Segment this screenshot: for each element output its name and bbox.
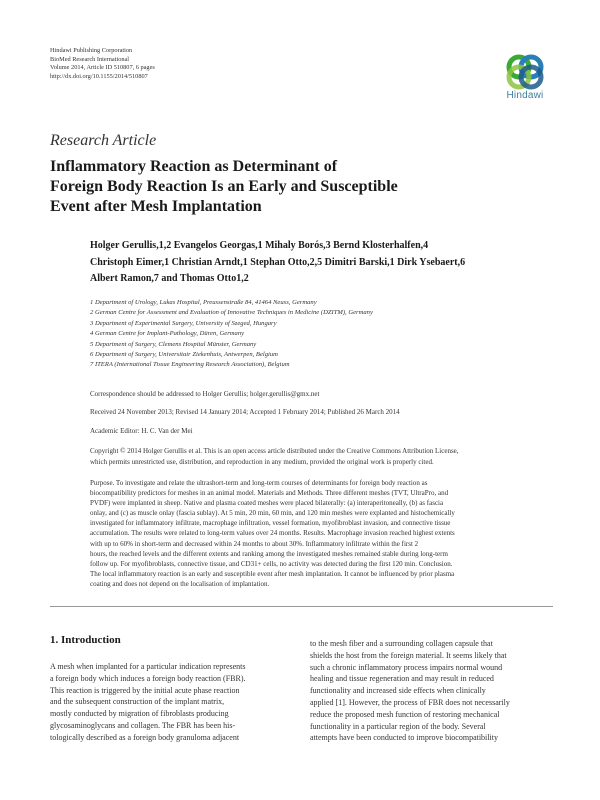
publication-info: [50, 47, 155, 81]
affiliation: 4 German Centre for Implant-Pathology, Düren, Germany: [90, 330, 245, 338]
body-line: healing and tissue regeneration and may result in reduced: [310, 674, 494, 684]
publisher-name: Hindawi Publishing Corporation: [50, 47, 133, 54]
abstract-line: biocompatibility predictors for meshes in an animal model. Materials and Methods. Three different meshes (TVT, UltraPro, and: [90, 489, 449, 498]
author-list: [90, 238, 560, 288]
abstract-line: PVDF) were implanted in sheep. Native and plasma coated meshes were placed bilaterally: (a) interaperitoneally, (b) as fascia: [90, 499, 444, 508]
body-line: functionality in a particular region of the body. Several: [310, 721, 486, 731]
abstract-line: Purpose. To investigate and relate the ultrashort-term and long-term courses of determinants for foreign body reaction as: [90, 479, 428, 487]
title-line: Event after Mesh Implantation: [50, 198, 262, 215]
body-line: functionality and increased side effects when clinically: [310, 686, 486, 696]
abstract: [90, 478, 552, 589]
affiliation-list: [90, 298, 560, 371]
author-line: Albert Ramon,7 and Thomas Otto1,2: [90, 273, 249, 284]
body-line: shields the host from the foreign material. It seems likely that: [310, 650, 507, 660]
article-title: [50, 157, 550, 217]
body-line: applied [1]. However, the process of FBR does not necessarily: [310, 697, 510, 707]
abstract-line: follow up. For myofibroblasts, connective tissue, and CD31+ cells, no activity was detected during the first 120 min. Conclusion.: [90, 559, 453, 568]
section-divider: [50, 606, 553, 607]
abstract-line: accumulation. The results were related to long-term values over 24 months. Results. Macrophage invasion reached highest extents: [90, 529, 455, 538]
body-line: and the subsequent construction of the implant matrix,: [50, 697, 225, 707]
affiliation: 6 Department of Surgery, Universitair Ziekenhuis, Antwerpen, Belgium: [90, 351, 278, 359]
abstract-line: hours, the reached levels and the different extents and ranking among the investigated meshes remained stable during long-term: [90, 549, 448, 558]
intro-column-right: [310, 638, 555, 744]
journal-name: BioMed Research International: [50, 55, 130, 63]
affiliation: 2 German Centre for Assessment and Evaluation of Innovative Techniques in Medicine (DZITM), Germany: [90, 309, 373, 317]
section-heading: 1. Introduction: [50, 634, 121, 646]
copyright-notice: [90, 446, 550, 467]
title-line: Inflammatory Reaction as Determinant of: [50, 158, 338, 175]
affiliation: 3 Department of Experimental Surgery, University of Szeged, Hungary: [90, 319, 277, 327]
abstract-line: coating and does not depend on the localisation of implantation.: [90, 579, 270, 588]
intro-column-left: [50, 661, 295, 744]
copyright-line: Copyright © 2014 Holger Gerullis et al. This is an open access article distributed under the Creative Commons Attribution License,: [90, 447, 459, 455]
received-dates: Received 24 November 2013; Revised 14 January 2014; Accepted 1 February 2014; Published 26 March 2014: [90, 408, 400, 416]
body-line: to the mesh fiber and a surrounding collagen capsule that: [310, 639, 493, 648]
abstract-line: onlay, and (c) as muscle onlay (fascia sublay). At 5 min, 20 min, 60 min, and 120 min meshes were explanted and histochemically: [90, 509, 455, 518]
body-line: such a chronic inflammatory process impairs normal wound: [310, 662, 503, 672]
body-line: a foreign body which induces a foreign body reaction (FBR).: [50, 673, 246, 683]
doi-link[interactable]: http://dx.doi.org/10.1155/2014/510807: [50, 72, 148, 80]
academic-editor: Academic Editor: H. C. Van der Mei: [90, 427, 193, 435]
body-line: A mesh when implanted for a particular indication represents: [50, 662, 246, 671]
abstract-line: with up to 60% in short-term and decreased within 24 months to about 30%. Inflammatory infiltrate within the first 2: [90, 539, 419, 548]
body-line: attempts have been conducted to improve biocompatibility: [310, 733, 498, 743]
affiliation: 1 Department of Urology, Lukas Hospital, Preussenstraße 84, 41464 Neuss, Germany: [90, 299, 317, 306]
title-line: Foreign Body Reaction Is an Early and Susceptible: [50, 178, 398, 195]
affiliation: 7 ITERA (International Tissue Engineering Research Association), Belgium: [90, 361, 290, 369]
body-line: mostly conducted by migration of fibroblasts producing: [50, 709, 229, 719]
body-line: reduce the proposed mesh function of restoring mechanical: [310, 709, 500, 719]
author-line: Holger Gerullis,1,2 Evangelos Georgas,1 Mihaly Borós,3 Bernd Klosterhalfen,4: [90, 240, 429, 251]
body-line: This reaction is triggered by the initial acute phase reaction: [50, 685, 240, 695]
abstract-line: investigated for inflammatory infiltrate, macrophage infiltration, vessel formation, myofibroblast invasion, and connective tissue: [90, 519, 451, 528]
article-type: Research Article: [50, 132, 157, 149]
affiliation: 5 Department of Surgery, Clemens Hospital Münster, Germany: [90, 340, 257, 348]
logo-wordmark: Hindawi: [506, 90, 544, 101]
abstract-line: The local inflammatory reaction is an early and susceptible event after mesh implantation. It cannot be influenced by prior plasma: [90, 569, 455, 578]
volume-info: Volume 2014, Article ID 510807, 6 pages: [50, 64, 155, 72]
copyright-line: which permits unrestricted use, distribution, and reproduction in any medium, provided the original work is properly cited.: [90, 457, 434, 466]
author-line: Christoph Eimer,1 Christian Arndt,1 Stephan Otto,2,5 Dimitri Barski,1 Dirk Ysebaert,6: [90, 256, 466, 268]
body-line: glycosaminoglycans and collagen. The FBR has been his-: [50, 720, 236, 730]
body-line: tologically described as a foreign body granuloma adjacent: [50, 732, 240, 742]
correspondence-note: Correspondence should be addressed to Holger Gerullis; holger.gerullis@gmx.net: [90, 390, 320, 398]
